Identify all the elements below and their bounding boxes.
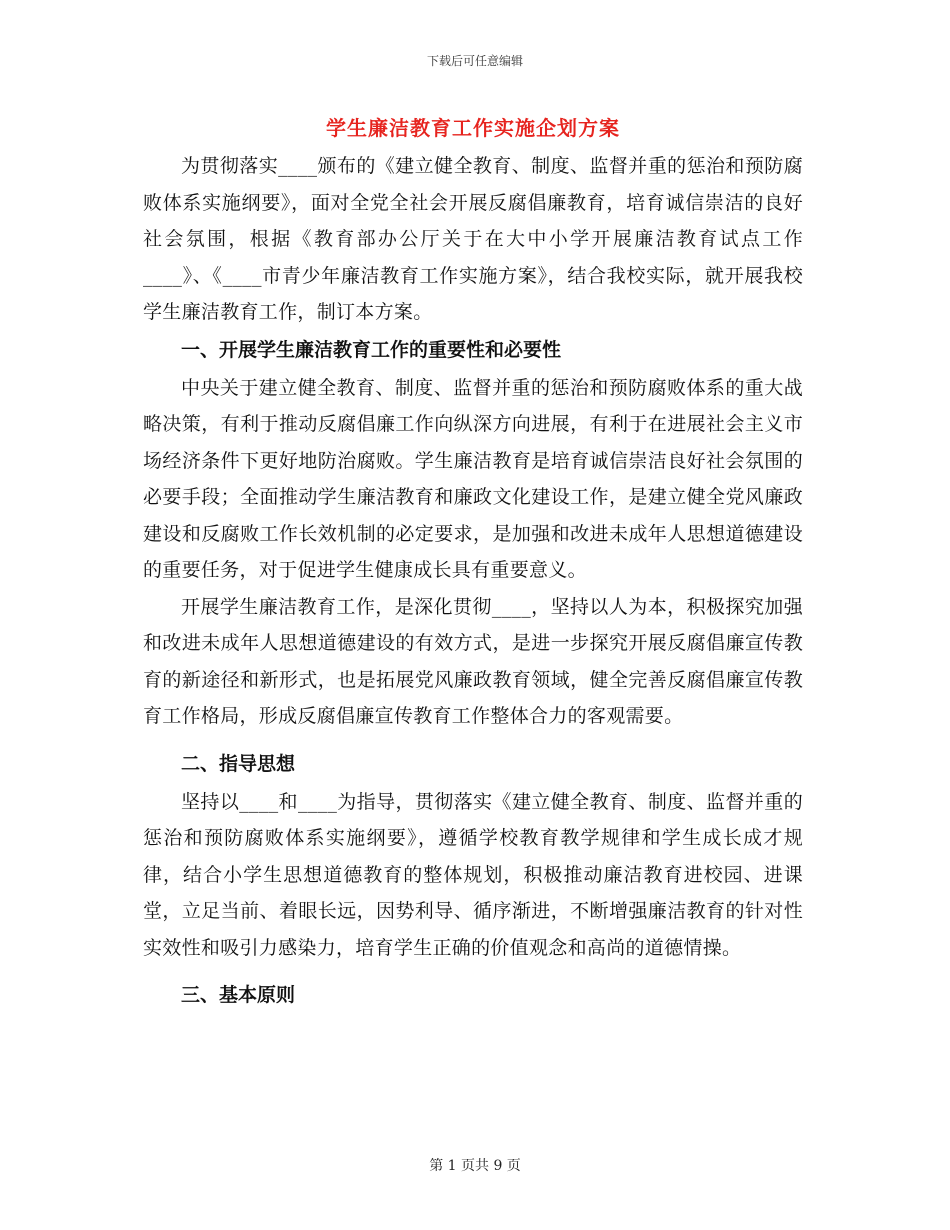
document-title: 学生廉洁教育工作实施企划方案 [326,116,620,140]
section-heading-2: 二、指导思想 [181,752,296,775]
document-body [143,108,803,1015]
page-header: 下载后可任意编辑 [426,54,523,68]
section-heading-1: 一、开展学生廉洁教育工作的重要性和必要性 [181,338,562,361]
section-heading-3: 三、基本原则 [181,984,296,1006]
section-1-paragraph-2: 开展学生廉洁教育工作，是深化贯彻____，坚持以人为本，积极探究加强和改进未成年人思想道德建设的有效方式，是进一步探究开展反腐倡廉宣传教育的新途径和新形式，也是拓展党风廉政教育领域，健全完善反腐倡廉宣传教育工作格局，形成反腐倡廉宣传教育工作整体合力的客观需要。 [143,595,803,727]
intro-paragraph: 为贯彻落实____颁布的《建立健全教育、制度、监督并重的惩治和预防腐败体系实施纲要》，面对全党全社会开展反腐倡廉教育，培育诚信崇洁的良好社会氛围，根据《教育部办公厅关于在大中小学开展廉洁教育试点工作____》、《____市青少年廉洁教育工作实施方案》，结合我校实际，就开展我校学生廉洁教育工作，制订本方案。 [143,155,803,323]
section-2-paragraph: 坚持以____和____为指导，贯彻落实《建立健全教育、制度、监督并重的惩治和预防腐败体系实施纲要》，遵循学校教育教学规律和学生成长成才规律，结合小学生思想道德教育的整体规划，积极推动廉洁教育进校园、进课堂，立足当前、着眼长远，因势利导、循序渐进，不断增强廉洁教育的针对性实效性和吸引力感染力，培育学生正确的价值观念和高尚的道德情操。 [143,790,803,959]
section-1-paragraph-1: 中央关于建立健全教育、制度、监督并重的惩治和预防腐败体系的重大战略决策，有利于推动反腐倡廉工作向纵深方向进展，有利于在进展社会主义市场经济条件下更好地防治腐败。学生廉洁教育是培育诚信崇洁良好社会氛围的必要手段；全面推动学生廉洁教育和廉政文化建设工作，是建立健全党风廉政建设和反腐败工作长效机制的必定要求，是加强和改进未成年人思想道德建设的重要任务，对于促进学生健康成长具有重要意义。 [143,376,803,581]
page-footer: 第 1 页共 9 页 [429,1158,521,1174]
